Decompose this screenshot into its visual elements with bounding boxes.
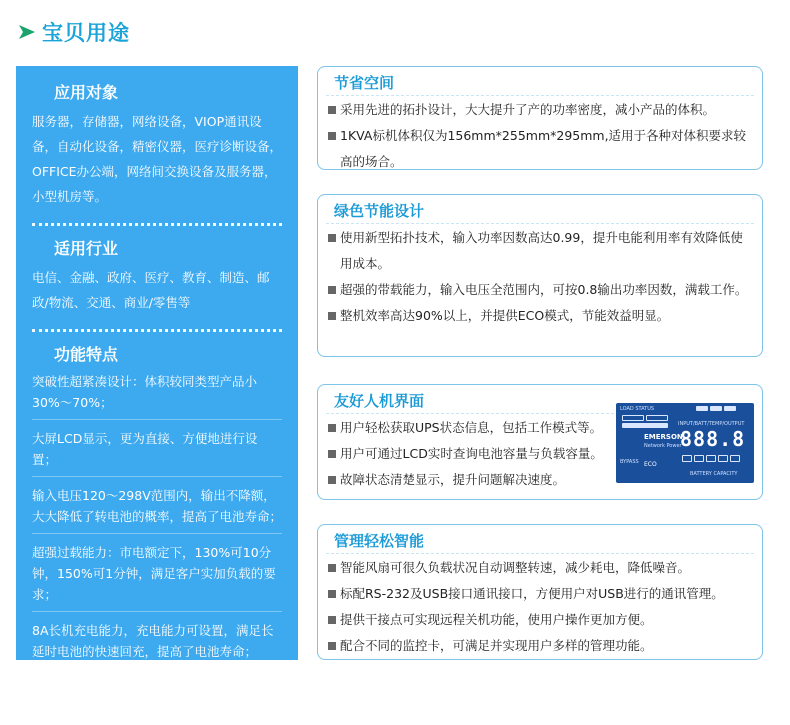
list-item-text: 使用新型拓扑技术，输入功率因数高达0.99，提升电能利用率有效降低使用成本。	[340, 230, 743, 271]
square-bullet-icon	[328, 616, 336, 624]
list-item-text: 超强的带载能力，输入电压全范围内，可按0.8输出功率因数，满载工作。	[340, 282, 748, 297]
lcd-brand: EMERSON	[644, 433, 683, 441]
list-item-text: 标配RS-232及USB接口通讯接口，方便用户对USB进行的通讯管理。	[340, 586, 724, 601]
title-divider	[326, 553, 754, 554]
lcd-segment	[730, 455, 740, 462]
sidebar	[16, 66, 298, 716]
card-green-design	[317, 194, 763, 357]
list-item-text: 用户轻松获取UPS状态信息，包括工作模式等。	[340, 420, 603, 435]
arrow-right-icon	[18, 23, 36, 41]
section-heading: 适用行业	[54, 239, 119, 258]
section-text: 电信、金融、政府、医疗、教育、制造、邮政/物流、交通、商业/零售等	[32, 270, 270, 310]
square-bullet-icon	[328, 476, 336, 484]
section-text: 服务器，存储器，网络设备，VIOP通讯设备，自动化设备，精密仪器，医疗诊断设备，OFFICE办公端，网络间交换设备及服务器，小型机房等。	[32, 114, 283, 204]
card-title: 友好人机界面	[334, 392, 425, 410]
square-bullet-icon	[328, 564, 336, 572]
square-bullet-icon	[328, 450, 336, 458]
square-bullet-icon	[328, 312, 336, 320]
list-item	[326, 581, 754, 607]
square-bullet-icon	[328, 106, 336, 114]
list-item	[326, 123, 754, 175]
card-friendly-interface	[317, 384, 763, 500]
lcd-bypass: BYPASS	[620, 459, 639, 465]
lcd-segment	[724, 406, 736, 411]
list-item	[326, 277, 754, 303]
feature-item: 8A长机充电能力，充电能力可设置，满足长延时电池的快速回充，提高了电池寿命；	[32, 620, 282, 669]
lcd-segment	[694, 455, 704, 462]
lcd-segment	[646, 415, 668, 421]
lcd-io-label: INPUT/BATT/TEMP/OUTPUT	[678, 421, 745, 427]
list-item	[326, 607, 754, 633]
lcd-battery: BATTERY CAPACITY	[690, 471, 738, 477]
page-title-text: 宝贝用途	[42, 21, 130, 45]
sidebar-section-features	[32, 342, 282, 725]
lcd-digits: 888.8	[680, 427, 746, 451]
feature-item: 超强过载能力：市电额定下，130%可10分钟，150%可1分钟，满足客户实加负载的要求；	[32, 542, 282, 612]
lcd-brand-sub: Network Power	[644, 443, 682, 449]
page-title	[18, 18, 130, 46]
card-title: 管理轻松智能	[334, 532, 425, 550]
lcd-segment	[718, 455, 728, 462]
list-item-text: 1KVA标机体积仅为156mm*255mm*295mm,适用于各种对体积要求较高的场合。	[340, 128, 747, 169]
dotted-divider	[32, 223, 282, 226]
sidebar-section-targets	[32, 80, 282, 209]
list-item-text: 提供干接点可实现远程关机功能，使用户操作更加方便。	[340, 612, 653, 627]
list-item-text: 智能风扇可很久负载状况自动调整转速，减少耗电，降低噪音。	[340, 560, 691, 575]
list-item-text: 采用先进的拓扑设计，大大提升了产的功率密度，减小产品的体积。	[340, 102, 716, 117]
square-bullet-icon	[328, 286, 336, 294]
title-divider	[326, 223, 754, 224]
list-item	[326, 441, 616, 467]
list-item	[326, 467, 616, 493]
lcd-load-status: LOAD STATUS	[620, 406, 655, 412]
feature-item: 出色的环保、节能特性，效率高出同等产品3－4个百分点，满载1K一天可省近一度电。	[32, 680, 278, 716]
list-item	[326, 225, 754, 277]
feature-item: 突破性超紧凑设计：体积较同类型产品小30%～70%；	[32, 371, 282, 420]
lcd-panel-image	[616, 403, 754, 483]
list-item	[326, 303, 754, 329]
lcd-eco: ECO	[644, 461, 657, 468]
section-heading: 功能特点	[54, 345, 119, 364]
lcd-segment	[622, 423, 668, 428]
lcd-segment	[706, 455, 716, 462]
section-heading: 应用对象	[54, 83, 119, 102]
card-title: 绿色节能设计	[334, 202, 425, 220]
list-item	[326, 633, 754, 659]
list-item	[326, 415, 616, 441]
title-divider	[326, 95, 754, 96]
list-item-text: 整机效率高达90%以上，并提供ECO模式，节能效益明显。	[340, 308, 670, 323]
list-item-text: 故障状态清楚显示，提升问题解决速度。	[340, 472, 566, 487]
feature-item: 大屏LCD显示，更为直接、方便地进行设置；	[32, 428, 282, 477]
list-item-text: 用户可通过LCD实时查询电池容量与负载容量。	[340, 446, 603, 461]
square-bullet-icon	[328, 132, 336, 140]
card-smart-management	[317, 524, 763, 660]
square-bullet-icon	[328, 590, 336, 598]
lcd-segment	[682, 455, 692, 462]
lcd-segment	[710, 406, 722, 411]
lcd-segment	[696, 406, 708, 411]
sidebar-section-industries	[32, 236, 282, 315]
list-item	[326, 555, 754, 581]
dotted-divider	[32, 329, 282, 332]
feature-item: 输入电压120～298V范围内，输出不降额，大大降低了转电池的概率，提高了电池寿命；	[32, 485, 282, 534]
square-bullet-icon	[328, 234, 336, 242]
card-space-saving	[317, 66, 763, 170]
card-title: 节省空间	[334, 74, 395, 92]
square-bullet-icon	[328, 424, 336, 432]
square-bullet-icon	[328, 642, 336, 650]
list-item	[326, 97, 754, 123]
list-item-text: 配合不同的监控卡，可满足并实现用户多样的管理功能。	[340, 638, 653, 653]
lcd-segment	[622, 415, 644, 421]
